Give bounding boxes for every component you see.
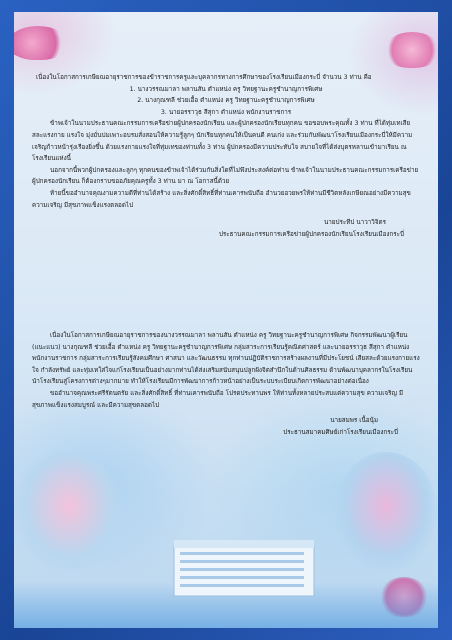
letter-alumni-association [14,330,438,438]
letter2-signer-name: นายสมพร เนื้อนุ้ม [330,417,378,425]
lotus-left-decoration [14,452,124,572]
certificate-sheet [14,12,438,628]
letter2-paragraph: เนื่องในโอกาสการเกษียณอายุราชการของนางวรรณมาลา พลานสัน ตำแหน่ง ครู วิทยฐานะครูชำนาญการพิเศษ กิจกรรมพัฒนาผู้เรียน (แนะแนว) นางกุณฑลี ช่วยเอื้อ ตำแหน่ง ครู วิทยฐานะครูชำนาญการพิเศษ กลุ่มสาระการเรียนรู้คณิตศาสตร์ และนายอรราวุธ สีสุกา ตำแหน่ง พนักงานราชการ กลุ่มสาระการเรียนรู้สังคมศึกษา ศาสนา และวัฒนธรรม ทุกท่านปฏิบัติราชการสร้างผลงานที่มีประโยชน์ เสียสละด้วยแรงกายแรงใจ กำลังทรัพย์ และทุ่มเทใส่ใจแก่โรงเรียนเป็นอย่างมากท่านได้ส่งเสริมสนับสนุนปลูกฝังจิตสำนึกในด้านศิลธรรม ด้านพัฒนาบุคลากรในโรงเรียน นำโรงเรียนสู่โครงการต่างๆมากมาย ทำให้โรงเรียนมีการพัฒนาการก้าวหน้าอย่างเป็นระบบระเบียบเกิดการพัฒนาอย่างต่อเนื่อง [32,332,420,386]
letter2-signer-title: ประธานสมาคมศิษย์เก่าโรงเรียนเมืองกระบี่ [283,428,398,436]
letter1-heading: เนื่องในโอกาสการเกษียณอายุราชการของข้าราชการครูและบุคลากรทางการศึกษาของโรงเรียนเมืองกระบี่ จำนวน 3 ท่าน คือ [36,74,372,81]
letter1-paragraph: ข้าพเจ้าในนามประธานคณะกรรมการเครือข่ายผู้ปกครองนักเรียน และผู้ปกครองนักเรียนทุกคน ขอขอบพระคุณทั้ง 3 ท่าน ที่ได้ทุ่มเทเสียสละแรงกาย แรงใจ มุ่งมั่นบ่มเพาะอบรมสั่งสอนให้ความรู้ลูกๆ นักเรียนทุกคนให้เป็นคนดี คนเก่ง และร่วมกันพัฒนาโรงเรียนเมืองกระบี่ให้มีความเจริญก้าวหน้ารุ่งเรืองยิ่งขึ้น ด้วยแรงกายแรงใจที่ทุ่มเทของท่านทั้ง 3 ท่าน ผู้ปกครองมีความประทับใจ สบายใจที่ได้ส่งบุตรหลานเข้ามาเรียน ณ โรงเรียนแห่งนี้ [32,120,413,163]
flower-top-left-decoration [14,26,68,60]
lotus-right-decoration [334,452,438,572]
letter1-paragraph: นอกจากนี้พวกผู้ปกครองและลูกๆ ทุกคนของข้าพเจ้าได้ร่วมกันสิ่งใดที่ไม่พึงประสงค์ต่อท่าน ข้าพเจ้าในนามประธานคณะกรรมการเครือข่ายผู้ปกครองนักเรียน ก็ต้องกราบขออภัยคุณครูทั้ง 3 ท่าน มา ณ โอกาสนี้ด้วย [32,166,419,186]
letter-parents-network [14,72,438,240]
retiree-item: 1. นางวรรณมาลา พลานสัน ตำแหน่ง ครู วิทยฐานะครูชำนาญการพิเศษ [129,85,323,93]
letter1-signer-title: ประธานคณะกรรมการเครือข่ายผู้ปกครองนักเรียนโรงเรียนเมืองกระบี่ [218,230,404,238]
retiree-item: 2. นางกุณฑลี ช่วยเอื้อ ตำแหน่ง ครู วิทยฐานะครูชำนาญการพิเศษ [137,97,315,105]
school-building-illustration [164,532,324,602]
retiree-item: 3. นายอรราวุธ สีสุกา ตำแหน่ง พนักงานราชการ [160,108,292,116]
letter1-signer-name: นายประทีป นาวาวิจิตร [323,219,386,227]
flower-top-right-decoration [384,32,438,68]
letter2-paragraph: ขออำนาจคุณพระศรีรัตนตรัย และสิ่งศักดิ์สิทธิ์ ที่ท่านเคารพนับถือ โปรดประทานพร ให้ท่านทั้งหลายประสบแต่ความสุข ความเจริญ มีสุขภาพแข็งแรงสมบูรณ์ และมีความสุขตลอดไป [32,389,403,409]
letter1-paragraph: ท้ายนี้ขออำนาจคุณงามความดีที่ท่านได้สร้าง และสิ่งศักดิ์สิทธิ์ที่ท่านเคารพนับถือ อำนวยอวยพรให้ท่านมีชีวิตหลังเกษียณอย่างมีความสุข ความเจริญ มีสุขภาพแข็งแรงตลอดไป [32,189,411,209]
